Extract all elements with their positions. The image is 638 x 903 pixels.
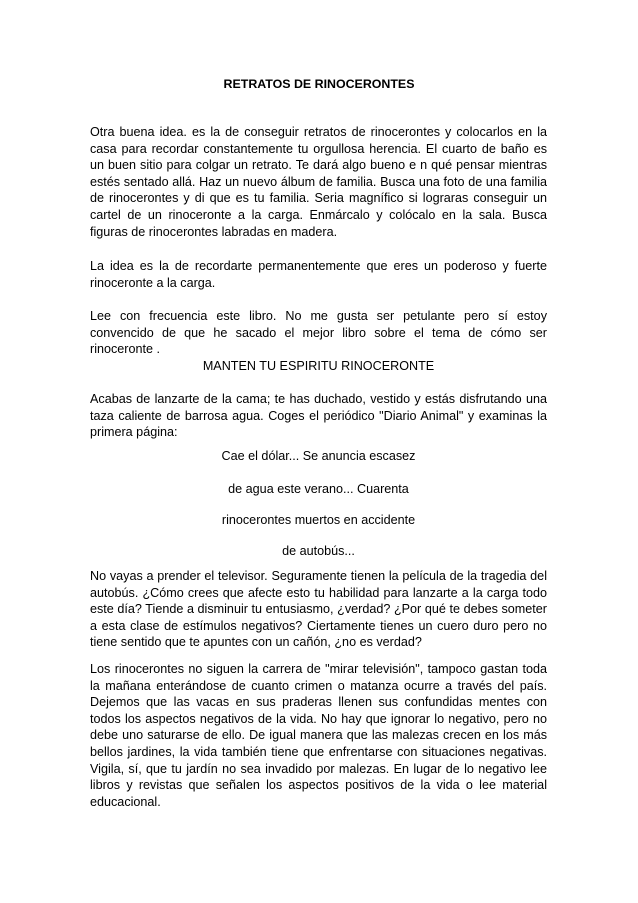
paragraph-idea: [90, 258, 547, 291]
section-heading: MANTEN TU ESPIRITU RINOCERONTE: [202, 359, 435, 373]
paragraph-libro: [90, 308, 547, 358]
paragraph-televisor: [90, 568, 547, 651]
paragraph-text: La idea es la de recordarte permanentemente que eres un poderoso y fuerte rinoceronte a la carga.: [90, 259, 547, 290]
document-title: RETRATOS DE RINOCERONTES: [223, 77, 415, 91]
headline-line: de autobús...: [282, 544, 355, 558]
paragraph-retratos: [90, 124, 547, 240]
paragraph-periodico: [90, 391, 547, 441]
paragraph-text: Los rinocerontes no siguen la carrera de "mirar televisión", tampoco gastan toda la mañana enterándose de cuanto crimen o matanza ocurre a través del país. Dejemos que las vacas en sus praderas llenen sus confundidas mentes con todos los aspectos negativos de la vida. No hay que ignorar lo negativo, pero no debe uno saturarse de ello. De igual manera que las malezas crecen en los más bellos jardines, la vida también tiene que enfrentarse con situaciones negativas. Vigila, sí, que tu jardín no sea invadido por malezas. En lugar de lo negativo lee libros y revistas que señalen los aspectos positivos de la vida o lee material educacional.: [90, 662, 547, 809]
paragraph-text: No vayas a prender el televisor. Seguramente tienen la película de la tragedia del autobús. ¿Cómo crees que afecte esto tu habilidad para lanzarte a la carga todo este día? Tiende a disminuir tu entusiasmo, ¿verdad? ¿Por qué te debes someter a esta clase de estímulos negativos? Ciertamente tienes un cuero duro pero no tiene sentido que te apuntes con un cañón, ¿no es verdad?: [90, 569, 547, 650]
paragraph-text: Acabas de lanzarte de la cama; te has duchado, vestido y estás disfrutando una taza caliente de barrosa agua. Coges el periódico "Diario Animal" y examinas la primera página:: [90, 392, 547, 440]
headline-line: rinocerontes muertos en accidente: [221, 513, 416, 527]
headline-line: de agua este verano... Cuarenta: [228, 482, 409, 496]
headline-line: Cae el dólar... Se anuncia escasez: [221, 449, 416, 463]
paragraph-text: Otra buena idea. es la de conseguir retratos de rinocerontes y colocarlos en la casa para recordar constantemente tu orgullosa herencia. El cuarto de baño es un buen sitio para colgar un retrato. Te dará algo bueno e n qué pensar mientras estés sentado allá. Haz un nuevo álbum de familia. Busca una foto de una familia de rinocerontes y di que es tu familia. Seria magnífico si lograras conseguir un cartel de un rinoceronte a la carga. Enmárcalo y colócalo en la sala. Busca figuras de rinocerontes labradas en madera.: [90, 125, 547, 239]
paragraph-text: Lee con frecuencia este libro. No me gusta ser petulante pero sí estoy convencido de que he sacado el mejor libro sobre el tema de cómo ser rinoceronte .: [90, 309, 547, 357]
paragraph-rinocerontes: [90, 661, 547, 810]
